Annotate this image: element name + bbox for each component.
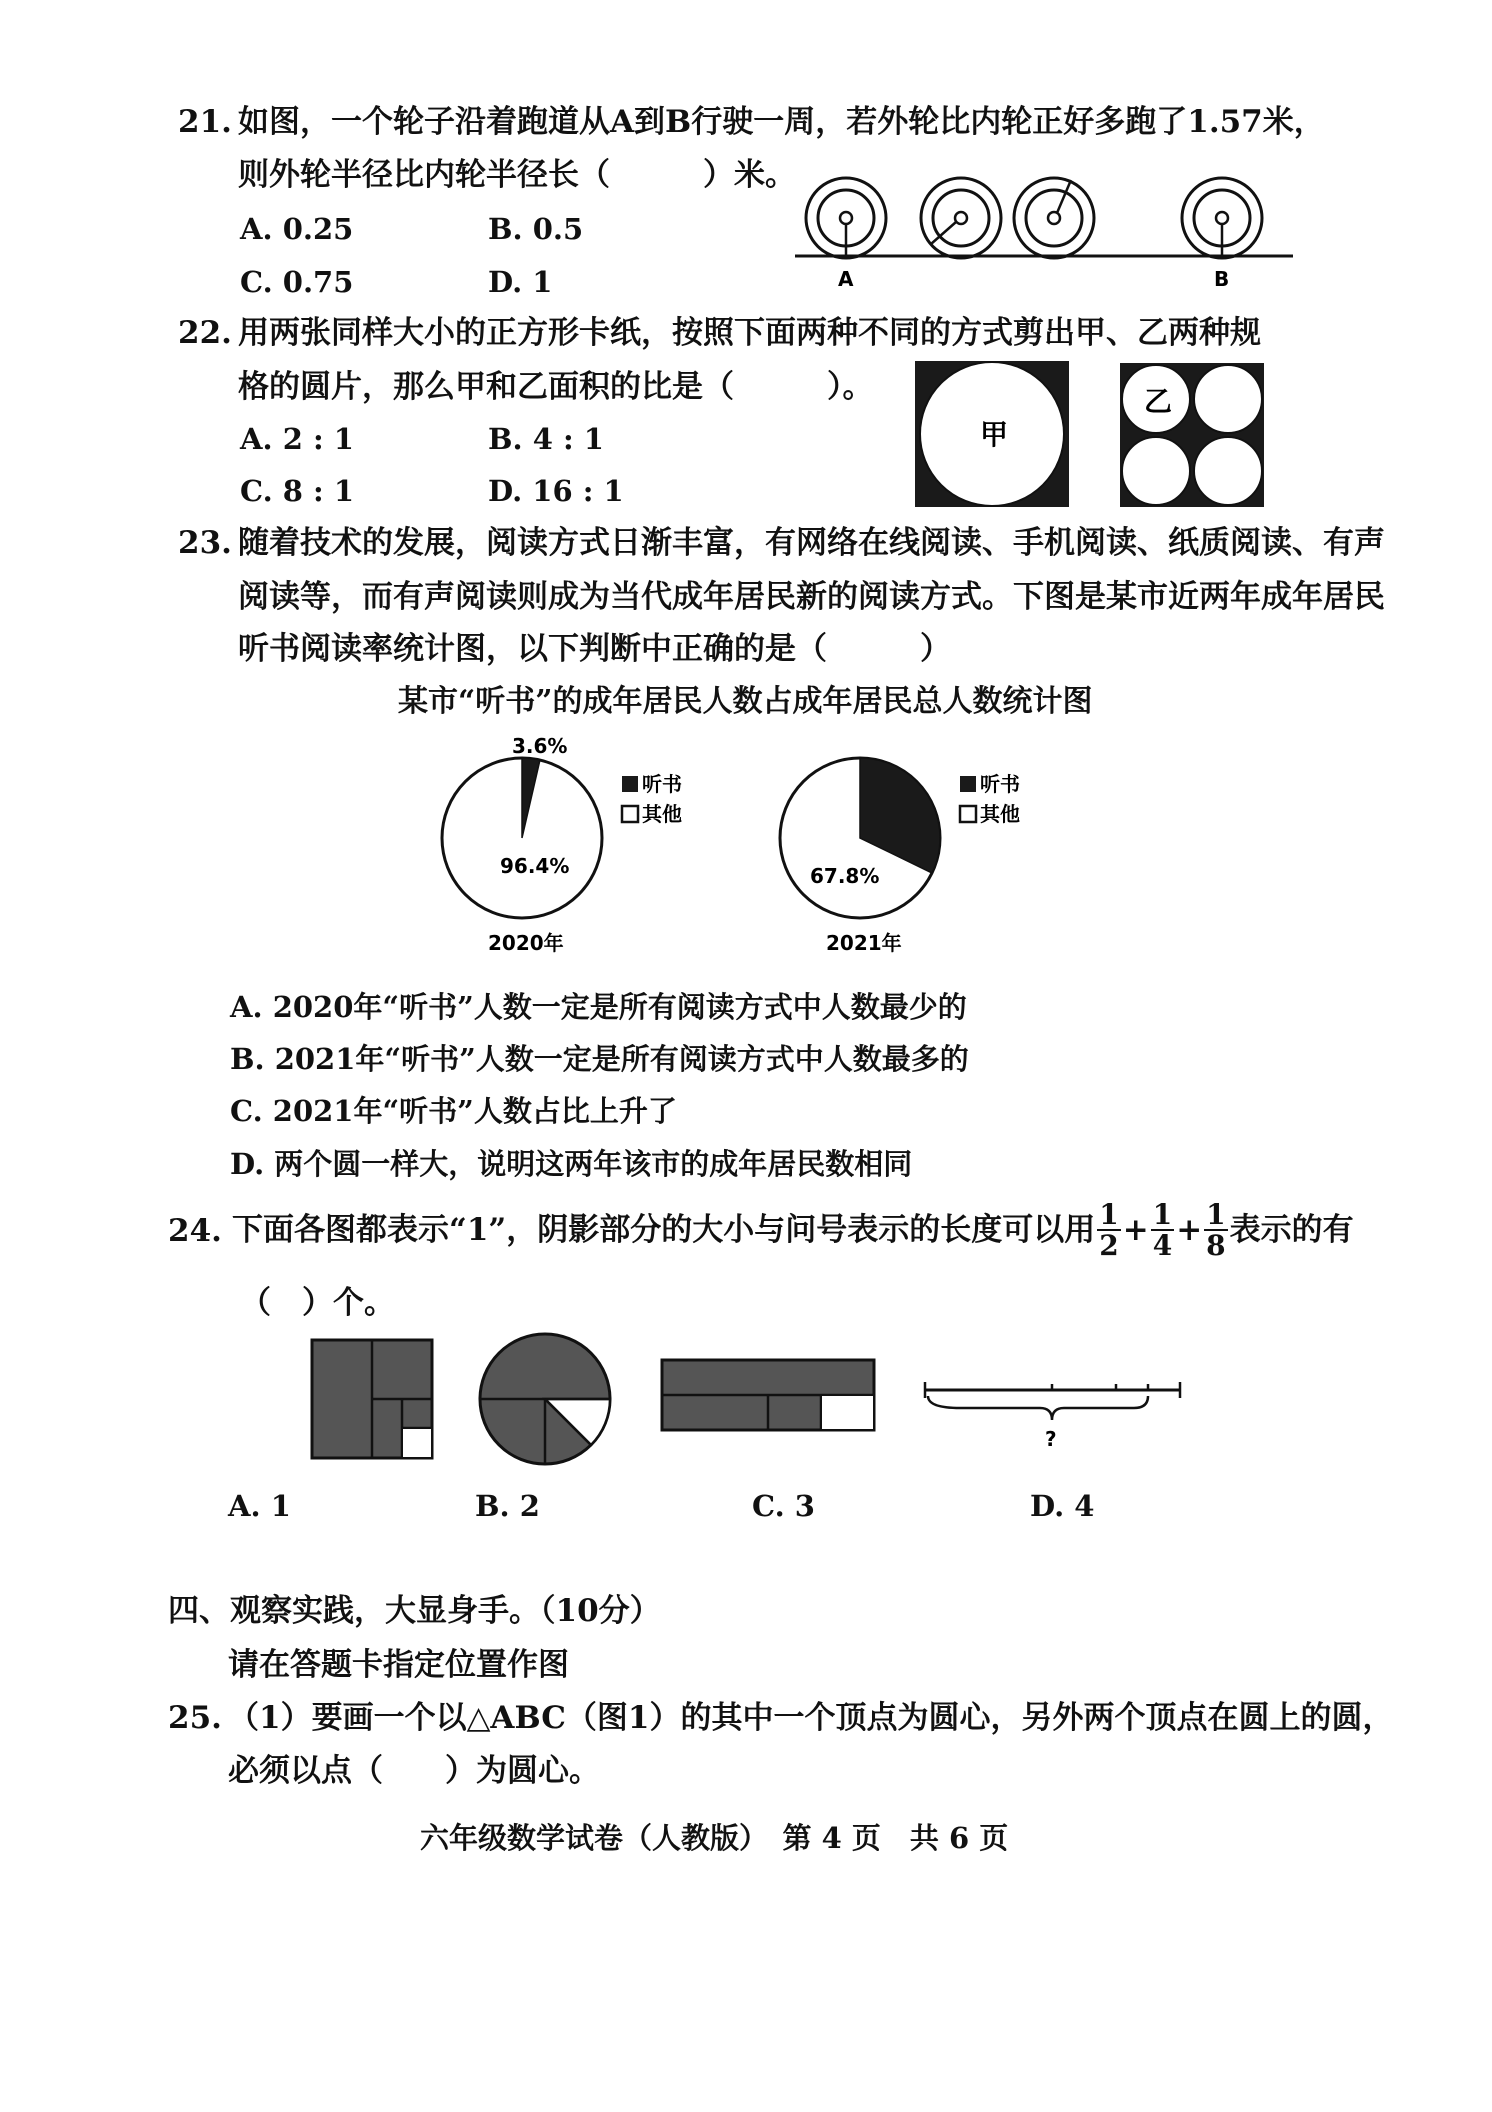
pie-2020-year: 2020年	[488, 931, 564, 955]
question-mark: ?	[1045, 1427, 1057, 1451]
plus-sign-1: +	[1122, 1211, 1149, 1248]
q23-text-line3: 听书阅读率统计图，以下判断中正确的是（ ）	[238, 631, 951, 667]
yi-label: 乙	[1144, 385, 1173, 418]
q22-option-d[interactable]: D. 16 : 1	[488, 474, 624, 508]
q24-option-b[interactable]: B. 2	[475, 1489, 540, 1523]
q22-number: 22.	[178, 315, 232, 351]
q24-figures	[300, 1330, 1200, 1480]
chart-title: 某市“听书”的成年居民人数占成年居民总人数统计图	[398, 684, 1093, 719]
legend-2021-other: 其他	[980, 802, 1020, 826]
section4-title: 四、观察实践，大显身手。（10分）	[168, 1593, 661, 1629]
q23-option-a[interactable]: A. 2020年“听书”人数一定是所有阅读方式中人数最少的	[230, 990, 967, 1024]
q21-text-line1: 如图，一个轮子沿着跑道从A到B行驶一周，若外轮比内轮正好多跑了1.57米，	[238, 104, 1325, 140]
q23-option-c[interactable]: C. 2021年“听书”人数占比上升了	[230, 1094, 677, 1128]
q21-option-d[interactable]: D. 1	[488, 265, 553, 299]
pie-2020-label-other: 96.4%	[500, 854, 570, 878]
plus-sign-2: +	[1176, 1211, 1203, 1248]
q22-text-line1: 用两张同样大小的正方形卡纸，按照下面两种不同的方式剪出甲、乙两种规	[238, 315, 1261, 351]
q21-wheel-figure	[785, 168, 1300, 293]
jia-label: 甲	[980, 418, 1009, 451]
pie-2021-year: 2021年	[826, 931, 902, 955]
pie-2020-label-tingshu: 3.6%	[512, 734, 568, 758]
fraction-quarter-den: 4	[1152, 1229, 1173, 1262]
figure-square	[312, 1340, 432, 1458]
q21-option-c[interactable]: C. 0.75	[240, 265, 354, 299]
q21-text-line2: 则外轮半径比内轮半径长（ ）米。	[238, 157, 796, 193]
q22-option-a[interactable]: A. 2 : 1	[240, 422, 354, 456]
legend-2020	[622, 772, 682, 826]
q21-option-b[interactable]: B. 0.5	[488, 212, 584, 246]
q24-option-c[interactable]: C. 3	[752, 1489, 815, 1523]
label-b: B	[1214, 267, 1230, 291]
q23-text-line1: 随着技术的发展，阅读方式日渐丰富，有网络在线阅读、手机阅读、纸质阅读、有声	[238, 525, 1385, 561]
q24-option-d[interactable]: D. 4	[1030, 1489, 1095, 1523]
q24-number: 24.	[168, 1213, 222, 1249]
label-a: A	[838, 267, 854, 291]
figure-segment	[925, 1382, 1180, 1451]
legend-2020-tingshu: 听书	[642, 772, 682, 796]
fraction-half	[1097, 1197, 1120, 1262]
q24-text-post: 表示的有	[1229, 1211, 1354, 1248]
q24-text-pre: 下面各图都表示“1”，阴影部分的大小与问号表示的长度可以用	[232, 1211, 1096, 1248]
legend-2021-tingshu: 听书	[980, 772, 1020, 796]
q23-text-line2: 阅读等，而有声阅读则成为当代成年居民新的阅读方式。下图是某市近两年成年居民	[238, 579, 1385, 615]
fraction-half-num: 1	[1099, 1197, 1119, 1231]
q22-option-c[interactable]: C. 8 : 1	[240, 474, 355, 508]
q23-number: 23.	[178, 525, 232, 561]
legend-2021	[960, 772, 1020, 826]
q23-option-b[interactable]: B. 2021年“听书”人数一定是所有阅读方式中人数最多的	[230, 1042, 969, 1076]
q24-option-a[interactable]: A. 1	[228, 1489, 291, 1523]
q25-number: 25.	[168, 1700, 222, 1736]
q24-text-line1	[232, 1196, 1354, 1264]
fraction-quarter-num: 1	[1152, 1197, 1173, 1231]
legend-2020-other: 其他	[642, 802, 682, 826]
q25-text-line2: 必须以点（ ）为圆心。	[228, 1753, 600, 1789]
q22-square-jia	[912, 358, 1072, 510]
q23-option-d[interactable]: D. 两个圆一样大，说明这两年该市的成年居民数相同	[230, 1147, 913, 1181]
q25-text-line1: （1）要画一个以△ABC（图1）的其中一个顶点为圆心，另外两个顶点在圆上的圆，	[228, 1700, 1394, 1736]
wheel-b	[1182, 178, 1262, 258]
fraction-quarter	[1151, 1197, 1174, 1262]
wheel-3	[1014, 178, 1094, 258]
wheel-a	[806, 178, 886, 258]
q22-text-line2: 格的圆片，那么甲和乙面积的比是（ ）。	[238, 369, 874, 405]
wheel-2	[921, 178, 1001, 258]
fraction-eighth-num: 1	[1206, 1197, 1226, 1231]
section4-instruction: 请在答题卡指定位置作图	[228, 1647, 569, 1683]
q21-option-a[interactable]: A. 0.25	[240, 212, 354, 246]
fraction-eighth-den: 8	[1206, 1229, 1226, 1262]
q22-option-b[interactable]: B. 4 : 1	[488, 422, 604, 456]
q21-number: 21.	[178, 104, 232, 140]
pie-chart-figure	[430, 728, 1070, 968]
figure-circle	[480, 1334, 610, 1464]
page-footer: 六年级数学试卷（人教版） 第 4 页 共 6 页	[420, 1821, 1009, 1855]
q22-square-yi	[1117, 360, 1267, 510]
figure-rectangle	[662, 1360, 874, 1430]
fraction-half-den: 2	[1099, 1229, 1119, 1262]
pie-2021-label-other: 67.8%	[810, 864, 880, 888]
q24-text-line2: （ ）个。	[240, 1285, 395, 1321]
fraction-eighth	[1204, 1197, 1227, 1262]
